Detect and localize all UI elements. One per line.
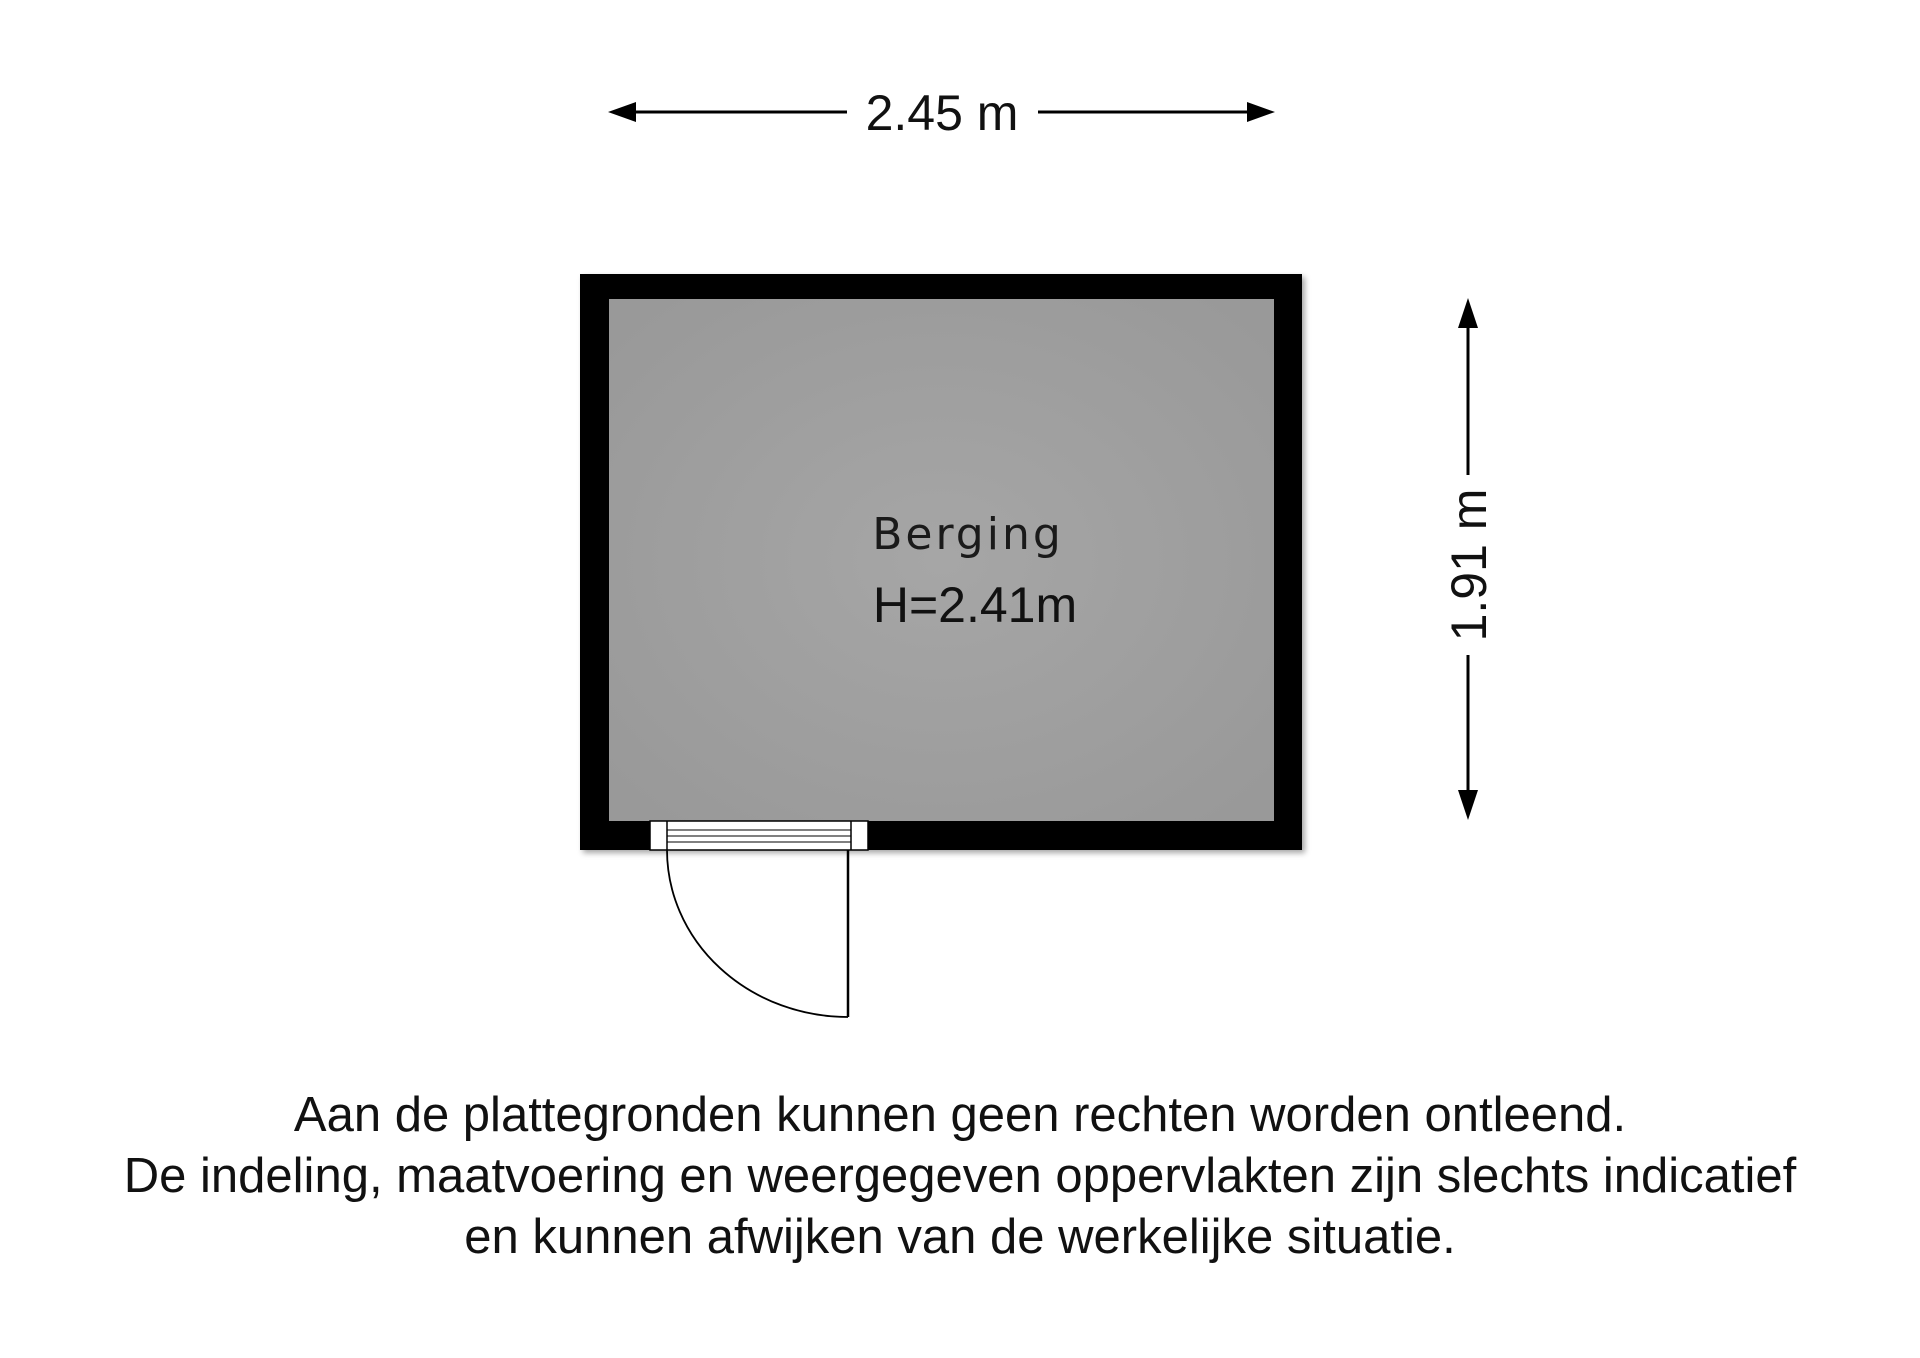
width-arrow-left <box>608 102 636 122</box>
door-swing <box>667 850 848 1017</box>
disclaimer-line-3: en kunnen afwijken van de werkelijke situatie. <box>464 1210 1456 1264</box>
room-floor <box>609 299 1274 821</box>
door-opening <box>650 821 868 850</box>
room-name-label: Berging <box>872 509 1064 560</box>
door-swing-arc <box>667 850 848 1017</box>
disclaimer <box>0 1085 1920 1268</box>
room-height-label: H=2.41m <box>872 577 1078 633</box>
width-label: 2.45 m <box>865 85 1019 141</box>
room-berging <box>580 274 1302 1017</box>
width-arrow-right <box>1247 102 1275 122</box>
disclaimer-line-2: De indeling, maatvoering en weergegeven oppervlakten zijn slechts indicatief <box>123 1149 1797 1203</box>
depth-arrow-top <box>1458 298 1478 328</box>
disclaimer-line-1: Aan de plattegronden kunnen geen rechten worden ontleend. <box>293 1088 1627 1142</box>
depth-dimension <box>1441 298 1497 820</box>
width-dimension <box>608 85 1275 141</box>
depth-label: 1.91 m <box>1441 488 1497 642</box>
depth-arrow-bottom <box>1458 790 1478 820</box>
